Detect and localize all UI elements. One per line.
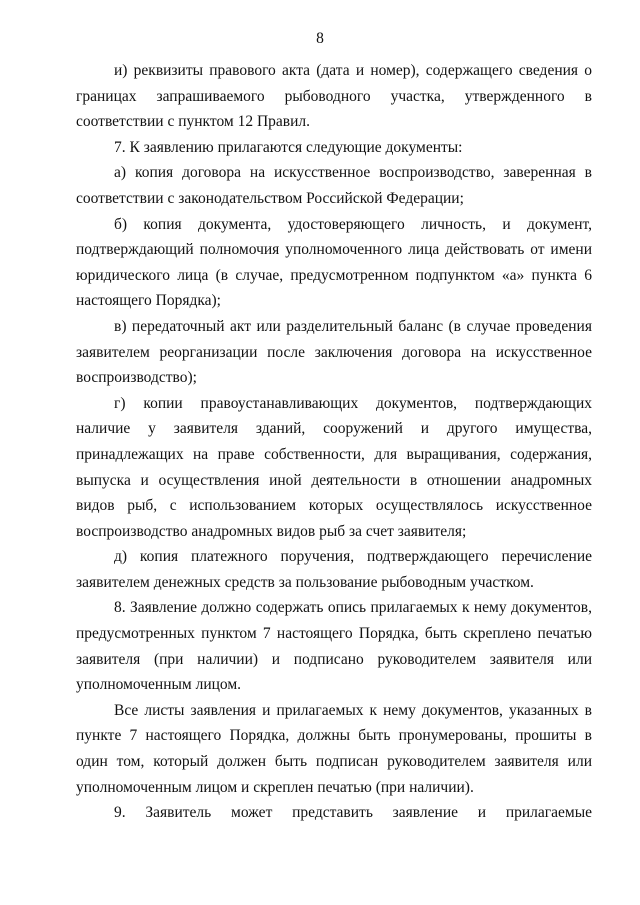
paragraph-item-i: и) реквизиты правового акта (дата и номер), содержащего сведения о границах запрашиваемого рыбоводного участка, утвержденного в соответствии с пунктом 12 Правил. [76, 62, 592, 131]
paragraph-section-8-sheets: Все листы заявления и прилагаемых к нему документов, указанных в пункте 7 настоящего Порядка, должны быть пронумерованы, прошиты в один том, который должен быть подписан руководителем заявителя или уполномоченным лицом и скреплен печатью (при наличии). [76, 701, 592, 796]
paragraph-item-g: г) копии правоустанавливающих документов, подтверждающих наличие у заявителя зданий, сооружений и другого имущества, принадлежащих на праве собственности, для выращивания, содержания, выпуска и осуществления иной деятельности в отношении анадромных видов рыб, с использованием которых осуществлялось искусственное воспроизводство анадромных видов рыб за счет заявителя; [76, 394, 592, 540]
paragraph-section-7: 7. К заявлению прилагаются следующие документы: [114, 138, 463, 156]
paragraph-section-8: 8. Заявление должно содержать опись прилагаемых к нему документов, предусмотренных пунктом 7 настоящего Порядка, быть скреплено печатью заявителя (при наличии) и подписано руководителем заявителя или уполномоченным лицом. [76, 599, 592, 694]
paragraph-item-d: д) копия платежного поручения, подтверждающего перечисление заявителем денежных средств за пользование рыбоводным участком. [76, 548, 592, 591]
document-body [76, 58, 592, 826]
paragraph-section-9: 9. Заявитель может представить заявление и прилагаемые [114, 804, 592, 822]
page-number: 8 [316, 30, 324, 47]
paragraph-item-b: б) копия документа, удостоверяющего личность, и документ, подтверждающий полномочия уполномоченного лица действовать от имени юридического лица (в случае, предусмотренном подпунктом «а» пункта 6 настоящего Порядка); [76, 215, 592, 310]
paragraph-item-v: в) передаточный акт или разделительный баланс (в случае проведения заявителем реорганизации после заключения договора на искусственное воспроизводство); [76, 317, 592, 387]
paragraph-item-a: а) копия договора на искусственное воспроизводство, заверенная в соответствии с законодательством Российской Федерации; [76, 164, 592, 207]
